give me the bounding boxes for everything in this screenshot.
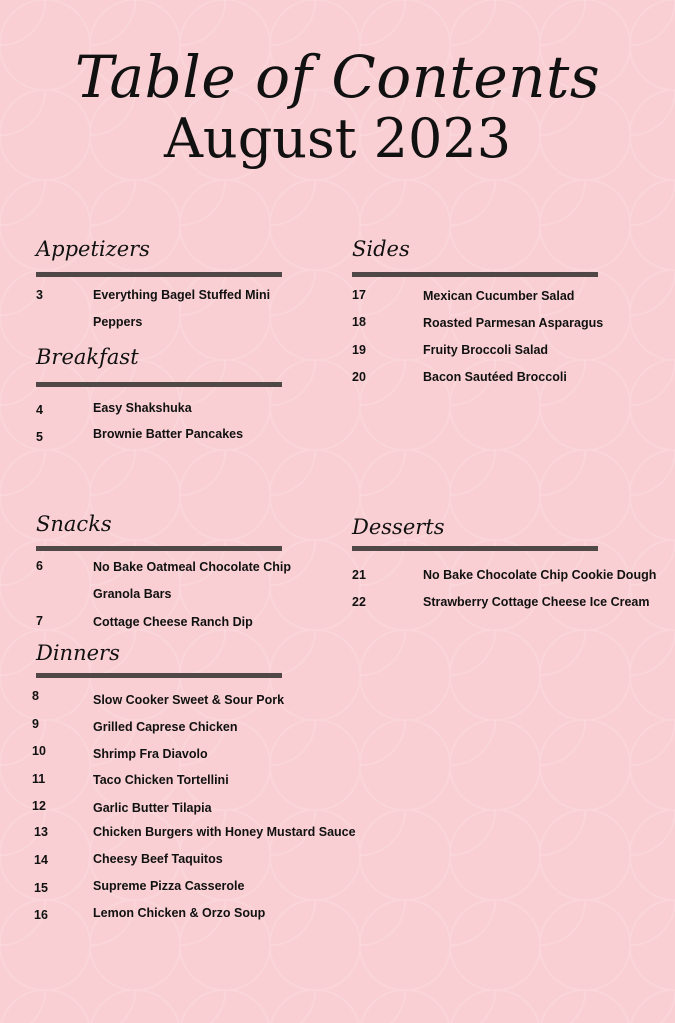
entry-title: Shrimp Fra Diavolo — [93, 747, 208, 761]
entry-title: Everything Bagel Stuffed Mini — [93, 288, 271, 302]
section-divider — [36, 382, 282, 387]
entry-title: Mexican Cucumber Salad — [423, 289, 575, 303]
entry-title: Garlic Butter Tilapia — [93, 801, 212, 815]
entry-title: Roasted Parmesan Asparagus — [423, 316, 604, 330]
entry-title: Easy Shakshuka — [93, 401, 192, 415]
section-divider — [352, 272, 598, 277]
entry-title-continued: Granola Bars — [93, 587, 172, 601]
title-line-1: Table of Contents — [74, 43, 601, 111]
entry-title: No Bake Chocolate Chip Cookie Dough — [423, 568, 657, 582]
page-number: 20 — [352, 370, 366, 384]
section-heading: Dinners — [36, 641, 120, 665]
title-line-2: August 2023 — [163, 107, 512, 170]
section-divider — [352, 546, 598, 551]
entry-title: Cheesy Beef Taquitos — [93, 852, 223, 866]
page-number: 21 — [352, 568, 366, 582]
entry-title: Supreme Pizza Casserole — [93, 879, 245, 893]
page-number: 7 — [36, 614, 43, 628]
page-number: 17 — [352, 288, 366, 302]
page-number: 8 — [32, 689, 39, 703]
page-number: 9 — [32, 717, 39, 731]
entry-title-continued: Peppers — [93, 315, 143, 329]
page-number: 15 — [34, 881, 48, 895]
section-heading: Breakfast — [36, 345, 139, 369]
page-number: 6 — [36, 559, 43, 573]
section-divider — [36, 546, 282, 551]
entry-title: Brownie Batter Pancakes — [93, 427, 244, 441]
section-heading: Snacks — [36, 512, 112, 536]
entry-title: Strawberry Cottage Cheese Ice Cream — [423, 595, 650, 609]
entry-title: No Bake Oatmeal Chocolate Chip — [93, 560, 291, 574]
section-heading: Desserts — [352, 515, 445, 539]
page-number: 4 — [36, 403, 43, 417]
section-heading: Sides — [352, 237, 410, 261]
entry-title: Slow Cooker Sweet & Sour Pork — [93, 693, 285, 707]
page-number: 14 — [34, 853, 48, 867]
entry-title: Fruity Broccoli Salad — [423, 343, 549, 357]
page-number: 3 — [36, 288, 43, 302]
entry-title: Chicken Burgers with Honey Mustard Sauce — [93, 825, 356, 839]
entry-title: Taco Chicken Tortellini — [93, 773, 229, 787]
entry-title: Lemon Chicken & Orzo Soup — [93, 906, 266, 920]
page-number: 5 — [36, 430, 43, 444]
page-number: 12 — [32, 799, 46, 813]
page-number: 22 — [352, 595, 366, 609]
page-number: 18 — [352, 315, 366, 329]
page-number: 19 — [352, 343, 366, 357]
page-number: 13 — [34, 825, 48, 839]
page-number: 16 — [34, 908, 48, 922]
section-heading: Appetizers — [36, 237, 150, 261]
section-divider — [36, 673, 282, 678]
entry-title: Cottage Cheese Ranch Dip — [93, 615, 253, 629]
page-number: 11 — [32, 772, 46, 786]
section-divider — [36, 272, 282, 277]
entry-title: Grilled Caprese Chicken — [93, 720, 238, 734]
page-number: 10 — [32, 744, 46, 758]
entry-title: Bacon Sautéed Broccoli — [423, 370, 567, 384]
